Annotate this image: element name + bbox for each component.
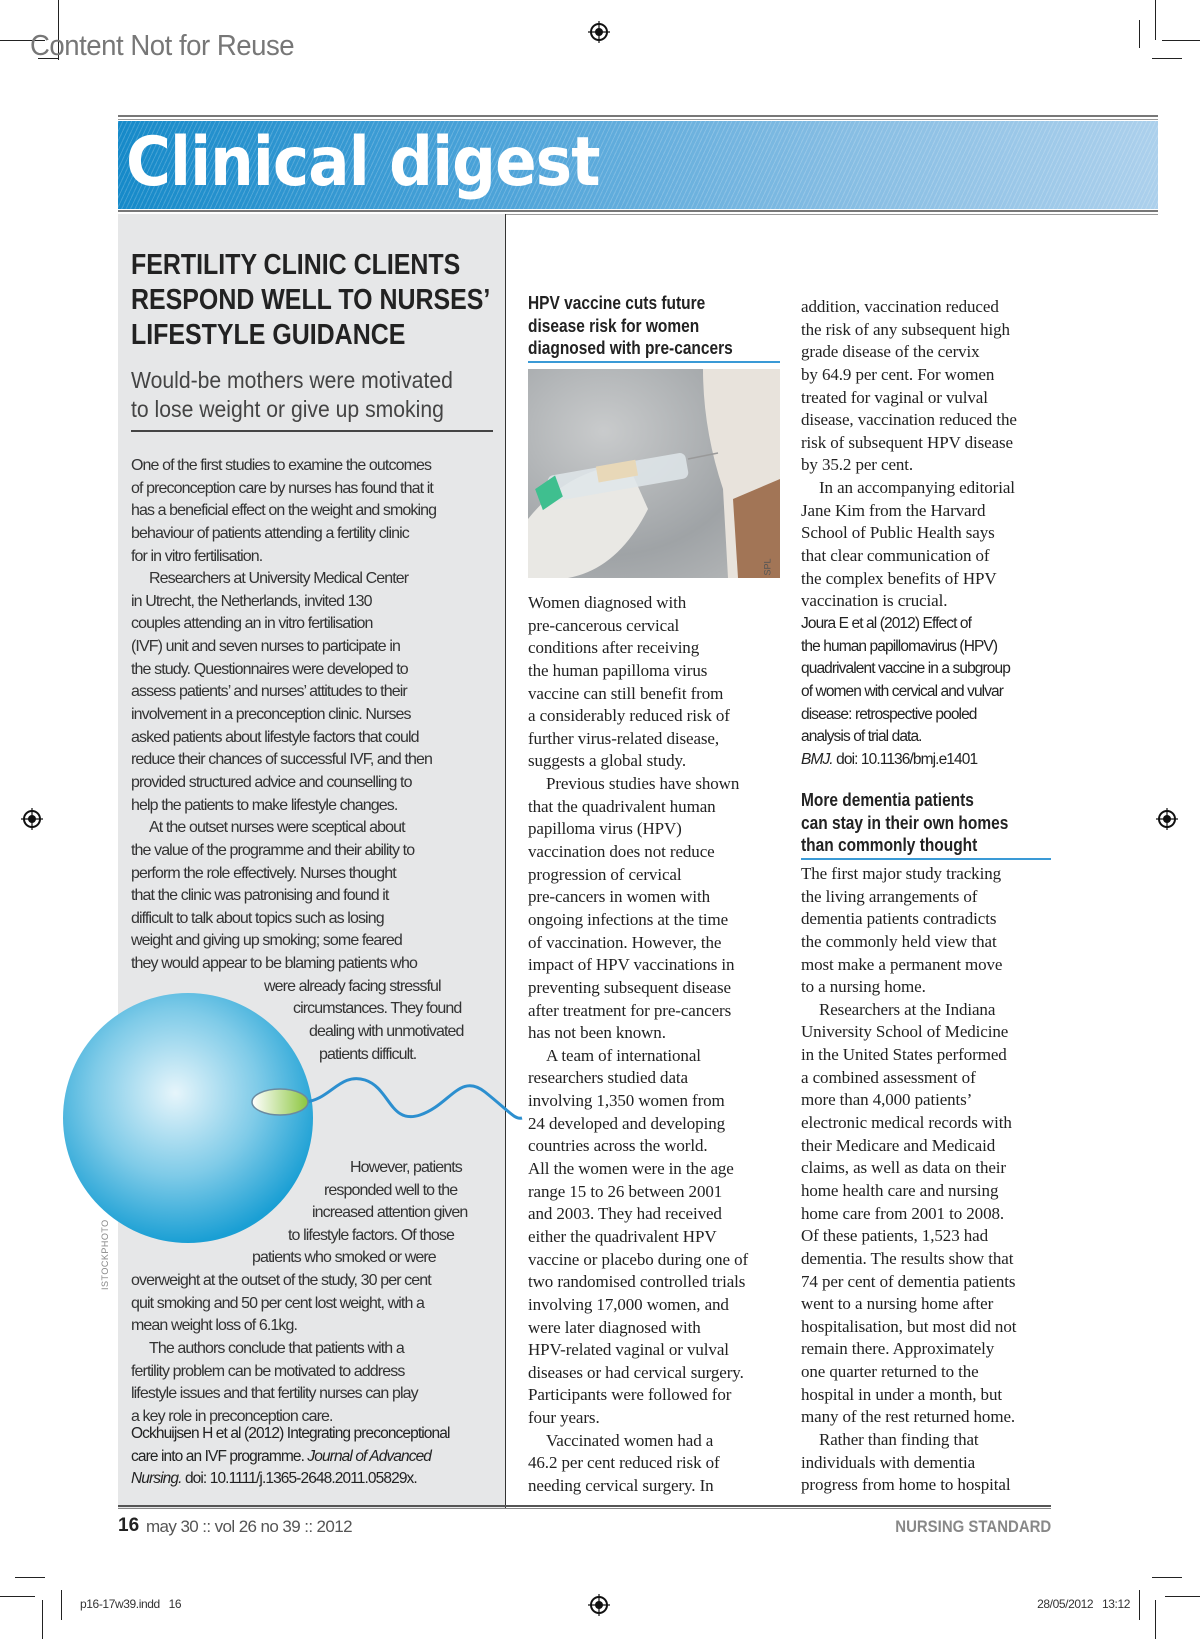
text-line: help the patients to make lifestyle changes. (131, 796, 398, 814)
hpv-body (528, 592, 748, 1498)
text-line: mean weight loss of 6.1kg. (131, 1317, 298, 1335)
journal-name: BMJ. (801, 751, 833, 768)
text-line: addition, vaccination reduced (801, 297, 999, 316)
text-line: in the United States performed (801, 1045, 1007, 1065)
text-line: either the quadrivalent HPV (528, 1226, 717, 1246)
journal-name: Journal of Advanced (307, 1447, 432, 1465)
text-line: many of the rest returned home. (801, 1407, 1016, 1427)
standfirst-line: to lose weight or give up smoking (131, 396, 444, 422)
text-line: the risk of any subsequent high (801, 319, 1010, 339)
text-line: and 2003. They had received (528, 1204, 722, 1224)
text-line: Researchers at the Indiana (819, 999, 996, 1019)
citation-line (131, 1468, 450, 1491)
text-line: remain there. Approximately (801, 1339, 995, 1359)
headline-line: disease risk for women (528, 315, 700, 336)
headline-line: diagnosed with pre-cancers (528, 338, 733, 358)
text-line: pre-cancers in women with (528, 887, 711, 907)
dementia-body (801, 863, 1016, 1497)
text-line: papilloma virus (HPV) (528, 819, 682, 839)
text-line: countries across the world. (528, 1136, 708, 1156)
text-line: were later diagnosed with (528, 1317, 701, 1337)
text-line (131, 1066, 467, 1089)
text-line: electronic medical records with (801, 1113, 1012, 1133)
crop-mark (1162, 40, 1200, 41)
text-line: the value of the programme and their ability to (131, 841, 415, 859)
text-line: preventing subsequent disease (528, 977, 731, 997)
text-line: more than 4,000 patients’ (801, 1090, 973, 1110)
text-line: Joura E et al (2012) Effect of (801, 615, 972, 632)
text-line: two randomised controlled trials (528, 1272, 746, 1292)
text-line: conditions after receiving (528, 638, 700, 658)
text-line: dementia patients contradicts (801, 909, 997, 929)
text-line: lifestyle issues and that fertility nurses can play (131, 1385, 418, 1403)
lead-citation (131, 1423, 450, 1491)
text-line: 74 per cent of dementia patients (801, 1271, 1016, 1291)
text-line: the human papilloma virus (528, 660, 708, 680)
crop-mark (15, 1577, 45, 1578)
text-line: vaccine can still benefit from (528, 683, 724, 703)
crop-mark (1139, 20, 1140, 48)
headline-line: HPV vaccine cuts future (528, 293, 706, 313)
page-number: 16 (118, 1515, 140, 1536)
text-line: has not been known. (528, 1023, 666, 1043)
text-line: difficult to talk about topics such as losing (131, 909, 384, 927)
text-line (131, 1089, 467, 1112)
text-line: pre-cancerous cervical (528, 615, 680, 635)
watermark: Content Not for Reuse (30, 30, 295, 62)
text-line: vaccination is crucial. (801, 591, 948, 611)
text-line: has a beneficial effect on the weight and smoking (131, 502, 437, 520)
text-line: by 35.2 per cent. (801, 455, 914, 475)
footer-rule (118, 1505, 1051, 1509)
doi: doi: 10.1136/bmj.e1401 (832, 751, 978, 768)
text-line: further virus-related disease, (528, 728, 719, 748)
text-line: fertility problem can be motivated to address (131, 1362, 405, 1380)
text-line: claims, as well as data on their (801, 1158, 1006, 1178)
text-line: 46.2 per cent reduced risk of (528, 1453, 720, 1473)
photo-credit: SPL (762, 558, 773, 576)
text-line: assess patients’ and nurses’ attitudes to their (131, 683, 407, 701)
crop-mark (1152, 58, 1182, 59)
text-line: that the clinic was patronising and found it (131, 887, 389, 905)
text-line: the study. Questionnaires were developed to (131, 660, 408, 678)
text-line: a considerably reduced risk of (528, 706, 730, 726)
text-line: One of the first studies to examine the outcomes (131, 457, 432, 474)
crop-mark (1152, 1577, 1182, 1578)
standfirst-rule (131, 430, 493, 432)
text-line: Jane Kim from the Harvard (801, 500, 986, 520)
column-divider (505, 214, 506, 1508)
text-line: However, patients (350, 1158, 462, 1176)
text-line: they would appear to be blaming patients who (131, 955, 417, 973)
citation-text: care into an IVF programme. (131, 1447, 308, 1465)
text-line: dementia. The results show that (801, 1248, 1014, 1268)
text-line: provided structured advice and counselling to (131, 773, 412, 791)
hpv-headline (528, 292, 733, 360)
text-line: vaccination does not reduce (528, 842, 715, 862)
text-line: The first major study tracking (801, 864, 1002, 883)
text-line (131, 1134, 467, 1157)
crop-mark (1155, 1600, 1156, 1639)
text-line: overweight at the outset of the study, 30 per cent (131, 1272, 431, 1290)
text-line: in Utrecht, the Netherlands, invited 130 (131, 592, 372, 610)
lead-standfirst (131, 366, 453, 424)
lead-body (131, 455, 467, 1429)
text-line: asked patients about lifestyle factors that could (131, 728, 419, 746)
text-line: the living arrangements of (801, 886, 978, 906)
slug-timestamp: 28/05/2012 13:12 (1037, 1597, 1130, 1611)
text-line: The authors conclude that patients with a (149, 1339, 404, 1357)
text-line: Of these patients, 1,523 had (801, 1226, 988, 1246)
text-line: home care from 2001 to 2008. (801, 1203, 1005, 1223)
text-line: for in vitro fertilisation. (131, 547, 263, 565)
text-line: reduce their chances of successful IVF, and then (131, 751, 432, 769)
text-line: Researchers at University Medical Center (149, 570, 409, 588)
text-line: quadrivalent vaccine in a subgroup (801, 660, 1010, 678)
text-line: dealing with unmotivated (309, 1023, 464, 1041)
text-line: the complex benefits of HPV (801, 568, 997, 588)
text-line: Previous studies have shown (546, 774, 740, 794)
text-line: that the quadrivalent human (528, 796, 716, 816)
text-line: 24 developed and developing (528, 1113, 725, 1133)
text-line: involving 1,350 women from (528, 1091, 725, 1111)
registration-mark-icon (588, 21, 610, 43)
text-line: impact of HPV vaccinations in (528, 955, 735, 975)
text-line (131, 1112, 467, 1135)
slug-filename: p16-17w39.indd 16 (80, 1597, 182, 1611)
text-line: grade disease of the cervix (801, 342, 980, 362)
text-line: their Medicare and Medicaid (801, 1135, 996, 1155)
text-line: In an accompanying editorial (819, 478, 1015, 498)
journal-name: Nursing. (131, 1470, 182, 1488)
text-line: disease: retrospective pooled (801, 705, 977, 723)
text-line: risk of subsequent HPV disease (801, 432, 1013, 452)
text-line: circumstances. They found (293, 1000, 462, 1018)
crop-mark (1165, 1596, 1200, 1597)
lead-headline (131, 248, 490, 353)
text-line: the human papillomavirus (HPV) (801, 637, 998, 655)
text-line: one quarter returned to the (801, 1362, 979, 1382)
hpv-citation-doi (801, 749, 977, 772)
vaccination-photo (528, 369, 780, 578)
text-line: A team of international (546, 1045, 701, 1065)
text-line: a combined assessment of (801, 1067, 976, 1087)
text-line: of vaccination. However, the (528, 932, 722, 952)
text-line: by 64.9 per cent. For women (801, 364, 995, 384)
headline-line: LIFESTYLE GUIDANCE (131, 319, 406, 351)
crop-mark (1155, 0, 1156, 40)
text-line: involving 17,000 women, and (528, 1294, 729, 1314)
headline-line: can stay in their own homes (801, 812, 1009, 833)
standfirst-line: Would-be mothers were motivated (131, 367, 453, 393)
text-line: At the outset nurses were sceptical about (149, 819, 405, 837)
headline-line: More dementia patients (801, 790, 974, 810)
publication-name: NURSING STANDARD (895, 1517, 1051, 1536)
text-line: behaviour of patients attending a fertility clinic (131, 524, 409, 542)
headline-line: than commonly thought (801, 835, 978, 855)
text-line: University School of Medicine (801, 1022, 1009, 1042)
text-line: HPV-related vaginal or vulval (528, 1340, 729, 1360)
text-line: Vaccinated women had a (546, 1430, 714, 1450)
text-line: to a nursing home. (801, 977, 926, 997)
text-line: All the women were in the age (528, 1159, 734, 1179)
headline-line: RESPOND WELL TO NURSES’ (131, 284, 491, 316)
headline-rule (528, 361, 780, 363)
text-line: Rather than finding that (819, 1430, 979, 1450)
image-credit: ISTOCKPHOTO (100, 1219, 110, 1290)
text-line: School of Public Health says (801, 523, 995, 543)
text-line: treated for vaginal or vulval (801, 387, 988, 407)
hpv-body-continued (801, 296, 1017, 613)
text-line: diseases or had cervical surgery. (528, 1362, 744, 1382)
text-line: individuals with dementia (801, 1452, 976, 1472)
text-line: home health care and nursing (801, 1180, 999, 1200)
text-line: suggests a global study. (528, 751, 686, 771)
header-top-rule (118, 115, 1158, 120)
text-line: researchers studied data (528, 1068, 688, 1088)
text-line: quit smoking and 50 per cent lost weight, with a (131, 1294, 424, 1312)
text-line: of preconception care by nurses has found that it (131, 479, 433, 497)
text-line: after treatment for pre-cancers (528, 1000, 732, 1020)
crop-mark (1139, 1590, 1140, 1620)
text-line: of women with cervical and vulvar (801, 682, 1004, 700)
text-line: the commonly held view that (801, 931, 997, 951)
text-line: (IVF) unit and seven nurses to participate in (131, 638, 400, 656)
text-line: progression of cervical (528, 864, 682, 884)
headline-rule (801, 858, 1051, 860)
text-line: disease, vaccination reduced the (801, 410, 1017, 430)
text-line: were already facing stressful (264, 977, 441, 995)
section-banner (118, 121, 1158, 209)
text-line: that clear communication of (801, 546, 990, 566)
text-line: hospitalisation, but most did not (801, 1316, 1017, 1336)
text-line: vaccine or placebo during one of (528, 1249, 749, 1269)
text-line: weight and giving up smoking; some feared (131, 932, 402, 950)
text-line: ongoing infections at the time (528, 909, 729, 929)
text-line: increased attention given (312, 1204, 468, 1222)
text-line: responded well to the (324, 1181, 458, 1199)
hpv-citation (801, 613, 1010, 749)
text-line: perform the role effectively. Nurses thought (131, 864, 396, 882)
doi: doi: 10.1111/j.1365-2648.2011.05829x. (181, 1470, 417, 1488)
text-line: analysis of trial data. (801, 728, 922, 746)
crop-mark (42, 1600, 43, 1639)
text-line: a key role in preconception care. (131, 1407, 333, 1425)
registration-mark-icon (588, 1594, 610, 1616)
text-line: range 15 to 26 between 2001 (528, 1181, 723, 1201)
text-line: involvement in a preconception clinic. Nurses (131, 706, 411, 724)
section-title: Clinical digest (126, 123, 600, 202)
text-line: to lifestyle factors. Of those (288, 1226, 454, 1244)
dementia-headline (801, 789, 1008, 857)
text-line: went to a nursing home after (801, 1294, 994, 1314)
text-line: couples attending an in vitro fertilisation (131, 615, 373, 633)
citation-line (131, 1446, 450, 1469)
registration-mark-icon (1156, 808, 1178, 830)
text-line: Participants were followed for (528, 1385, 732, 1405)
citation-line: Ockhuijsen H et al (2012) Integrating preconceptional (131, 1425, 450, 1442)
registration-mark-icon (21, 808, 43, 830)
text-line: progress from home to hospital (801, 1475, 1011, 1495)
text-line: patients difficult. (319, 1045, 417, 1063)
crop-mark (61, 1590, 62, 1620)
text-line: hospital in under a month, but (801, 1384, 1002, 1404)
issue-info: may 30 :: vol 26 no 39 :: 2012 (146, 1517, 352, 1536)
headline-line: FERTILITY CLINIC CLIENTS (131, 249, 461, 281)
text-line: patients who smoked or were (252, 1249, 436, 1267)
text-line: Women diagnosed with (528, 593, 687, 612)
text-line: needing cervical surgery. In (528, 1475, 714, 1495)
crop-mark (0, 1596, 35, 1597)
text-line: four years. (528, 1408, 600, 1428)
text-line: most make a permanent move (801, 954, 1003, 974)
